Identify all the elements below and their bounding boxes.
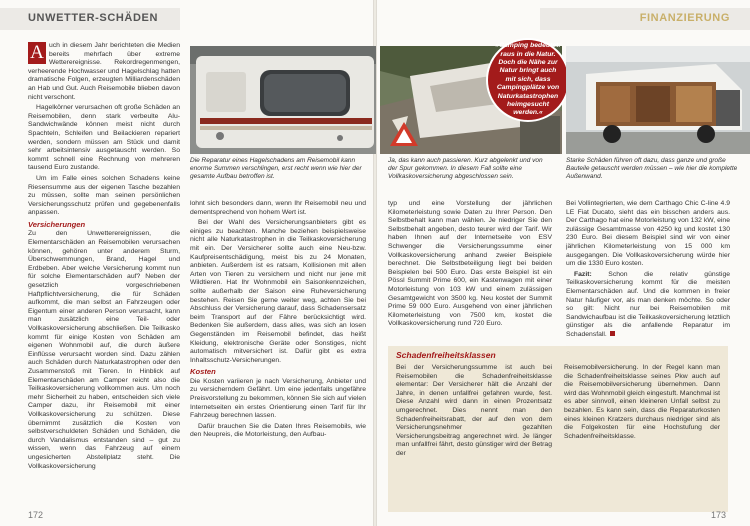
right-photo-caption: Starke Schäden führen oft dazu, dass ganze und große Bauteile getauscht werden müssen – wie hier die komplette Außenwand. xyxy=(566,157,738,181)
section-title: UNWETTER-SCHÄDEN xyxy=(28,12,158,24)
paragraph: typ und eine Vorstellung der jährlichen Kilometerleistung sowie Daten zu Ihrer Person. Den Selbstbehalt kann man wählen. Je niedriger Sie den Selbstbehalt angeben, desto teurer wird der Tarif. Wir haben Ihnen auf der Internetseite von ESV Schwenger die Versicherungssumme einer Vollkaskoversicherung anhand zweier Beispiele berechnet. Die Selbstbeteiligung liegt bei beiden Beispielen bei 500 Euro. Das erste Beispiel ist ein Pössl Summit Prime 600, ein Kastenwagen mit einer Motorleistung von 103 kW und einem zulässigen Gesamtgewicht von 3500 kg. Neu kostet der Summit Prime 59 000 Euro. Ausgehend von einer jährlichen Kilometerleistung von 7500 km, kostet die Vollkaskoversicherung rund 720 Euro. xyxy=(388,200,552,328)
repair-workshop-photo xyxy=(566,46,750,154)
paragraph: Bei der Versicherungssumme ist auch bei Reisemobilen die Schadenfreiheitsklasse elementar: Der Versicherer hält die Anzahl der Jahre, in denen unfallfrei gefahren wurde, fest. Diese Anzahl wird dann in einen Prozentsatz umgerechnet. Dies nennt man den Schadenfreiheitsrabatt, der auf den von dem Versicherungsnehmer gezahlten Versicherungsbeitrag angerechnet wird. Je länger man unfallfrei fährt, desto günstiger wird der Betrag der xyxy=(396,364,552,457)
article-end-mark xyxy=(610,331,615,336)
info-box-column-1 xyxy=(396,364,552,510)
drop-cap: A xyxy=(28,42,46,64)
right-running-header xyxy=(540,8,750,30)
subheading-versicherungen: Versicherungen xyxy=(28,219,86,229)
paragraph: Bei Vollintegrierten, wie dem Carthago Chic C-line 4.9 LE Fiat Ducato, sieht das ein bisschen anders aus. Der Carthago hat eine Motorleistung von 132 kW, eine zulässige Gesamtmasse von 4250 kg und kostet 130 230 Euro. Bei diesem Beispiel sind wir von einer jährlichen Kilometerleistung von 15 000 km ausgegangen. Die Vollkaskoversicherung würde hier um die 1330 Euro kosten. xyxy=(566,200,730,268)
paragraph: Hagelkörner verursachen oft große Schäden an Reisemobilen, denn stark verbeulte Alu-Sandwichwände können meist nicht durch Spachteln, Schleifen und Beilackieren repariert werden, sondern müssen am Stück und damit sehr arbeitsintensiv ausgetauscht werden. So kommt schnell eine Rechnung von mehreren tausend Euro zustande. xyxy=(28,104,180,172)
info-box-schadenfreiheitsklassen xyxy=(388,346,728,512)
subheading-kosten: Kosten xyxy=(190,367,216,377)
paragraph: lohnt sich besonders dann, wenn Ihr Reisemobil neu und dementsprechend von hohem Wert ist. xyxy=(190,200,366,216)
right-column-1 xyxy=(388,200,552,340)
paragraph: Bei der Wahl des Versicherungsanbieters gibt es einiges zu beachten. Manche beziehen beispielsweise nicht alle Naturkatastrophen in die Teilkaskoversicherung mit ein. Der Versicherer sollte auch eine Neu-bzw. Kaufpreisentschädigung, meist bis zu 24 Monaten, anbieten. Außerdem ist es ratsam, Kollisionen mit allen Arten von Tieren zu versichern und nicht nur jene mit Wildtieren. Hat Ihr Wohnmobil ein Saisonkennzeichen, sollte außerhalb der Saison eine Ruheversicherung bestehen. Reisen Sie gerne weiter weg, achten Sie bei Abschluss der Versicherung darauf, dass Schadensersatz beim Transport auf der Fähre berücksichtigt wird. Bedenken Sie außerdem, dass alles, was sich an losen Gegenständen im Reisemobil befindet, das heißt Kleidung, elektronische Geräte oder Sonstiges, nicht automatisch mitversichert ist. Dafür gibt es extra Inhaltsschutz-Versicherungen. xyxy=(190,219,366,364)
paragraph: Reisemobilversicherung. In der Regel kann man die Schadenfreiheitsklasse seines Pkw auch auf die Reisemobilversicherung übernehmen. Dann wird das Wohnmobil gleich eingestuft. Manchmal ist es aber sinnvoll, einen kleineren Unfall selbst zu bezahlen. Es kann sein, dass die Reparaturkosten eines kleinen Kratzers durchaus niedriger sind als die Folgekosten für eine Hochstufung der Schadenfreiheitsklasse. xyxy=(564,364,720,440)
left-photo-caption: Die Reparatur eines Hagelschadens am Reisemobil kann enorme Summen verschlingen, erst recht wenn wie hier der gesamte Aufbau betroffen ist. xyxy=(190,157,362,181)
hail-damage-photo xyxy=(190,46,376,154)
info-box-title: Schadenfreiheitsklassen xyxy=(396,350,496,360)
left-column-1 xyxy=(28,42,180,510)
right-column-2 xyxy=(566,200,730,348)
paragraph: Dafür brauchen Sie die Daten Ihres Reisemobils, wie den Neupreis, die Motorleistung, den Aufbau- xyxy=(190,422,366,439)
left-running-header xyxy=(0,8,180,30)
intro-paragraph: uch in diesem Jahr berichteten die Medien bereits mehrfach über extreme Wetterereignisse. Rekordregenmengen, verheerende Hochwasser und Hagelschlag hatten dramatische Folgen, erzeugten Milliardenschäden an Hab und Gut. Auch Reisemobile blieben davon nicht verschont. xyxy=(28,42,180,101)
hail-damage-image xyxy=(190,46,376,154)
paragraph: Um im Falle eines solchen Schadens keine Riesensumme aus der eigenen Tasche bezahlen zu müssen, sollte man seinen persönlichen Versicherungsschutz prüfen und gegebenenfalls anpassen. xyxy=(28,174,180,217)
chapter-title: FINANZIERUNG xyxy=(639,12,730,24)
page-number-left: 172 xyxy=(28,510,44,520)
fazit-label: Fazit: xyxy=(574,270,592,278)
repair-workshop-image xyxy=(566,46,750,154)
middle-photo-caption: Ja, das kann auch passieren. Kurz abgelenkt und von der Spur gekommen. In diesem Fall sollte eine Vollkaskoversicherung abgeschlossen sein. xyxy=(388,157,543,181)
page-number-right: 173 xyxy=(710,510,726,520)
paragraph: Die Kosten variieren je nach Versicherung, Anbieter und zu versicherndem Gefährt. Um eine jedenfalls ungefähre Preisvorstellung zu bekommen, können Sie sich auf vielen Internetseiten ein erstes Orientierung einen Tarif für Ihr Fahrzeug berechnen lassen. xyxy=(190,377,366,420)
fazit-text: Schon die relativ günstige Teilkaskoversicherung kommt für die meisten Elementarschäden auf. Und die kommen in freier Natur häufiger vor, als man denken möchte. So oder so gilt: Nicht nur bei Reisemobilen mit Sandwichaufbau ist die Teilkaskoversicherung letztlich günstiger als die anfallende Reparatur im Schadensfall. xyxy=(566,270,730,338)
info-box-column-2 xyxy=(564,364,720,510)
left-column-2 xyxy=(190,200,366,516)
paragraph: Zu den Unwetterereignissen, die Elementarschäden an Reisemobilen verursachen können, gehören unter anderem Sturm, Überschwemmungen, Brand, Hagel und Erdbeben. Aber welche Versicherung kommt nun für solche Elementarschäden auf? Neben der gesetzlich vorgeschriebenen Haftpflichtversicherung, die für Schäden aufkommt, die man selbst an Fahrzeugen oder Eigentum einer anderen Person verursacht, kann man zusätzlich eine Teil- oder Vollkaskoversicherung abschließen. Die Teilkasko kommt für einige Kosten von Schäden am eigenen Wohnmobil auf, die durch äußere Einflüsse verursacht worden sind. Dazu zählen auch Schäden durch Naturkatastrophen oder den Zusammenstoß mit Tieren. In Hinblick auf Elementarschäden am Camper reicht also die Teilkaskoversicherung vollkommen aus. Um noch mehr Sicherheit zu haben, entscheiden sich viele Camper dazu, ihr Reisemobil mit einer Vollkaskoversicherung zu schützen. Diese übernimmt zusätzlich die Kosten von selbstverschuldeten Schäden und Schäden, die durch Vandalismus entstanden sind – gut zu wissen, wenn das Fahrzeug auf einem ungesicherten Abstellplatz steht. Die Vollkaskoversicherung xyxy=(28,230,180,470)
pull-quote: »Camping bedeutet: raus in die Natur. Doch die Nähe zur Natur bringt auch mit sich, dass Campingplätze von Naturkatastrophen heimgesucht werden.« xyxy=(486,38,570,122)
